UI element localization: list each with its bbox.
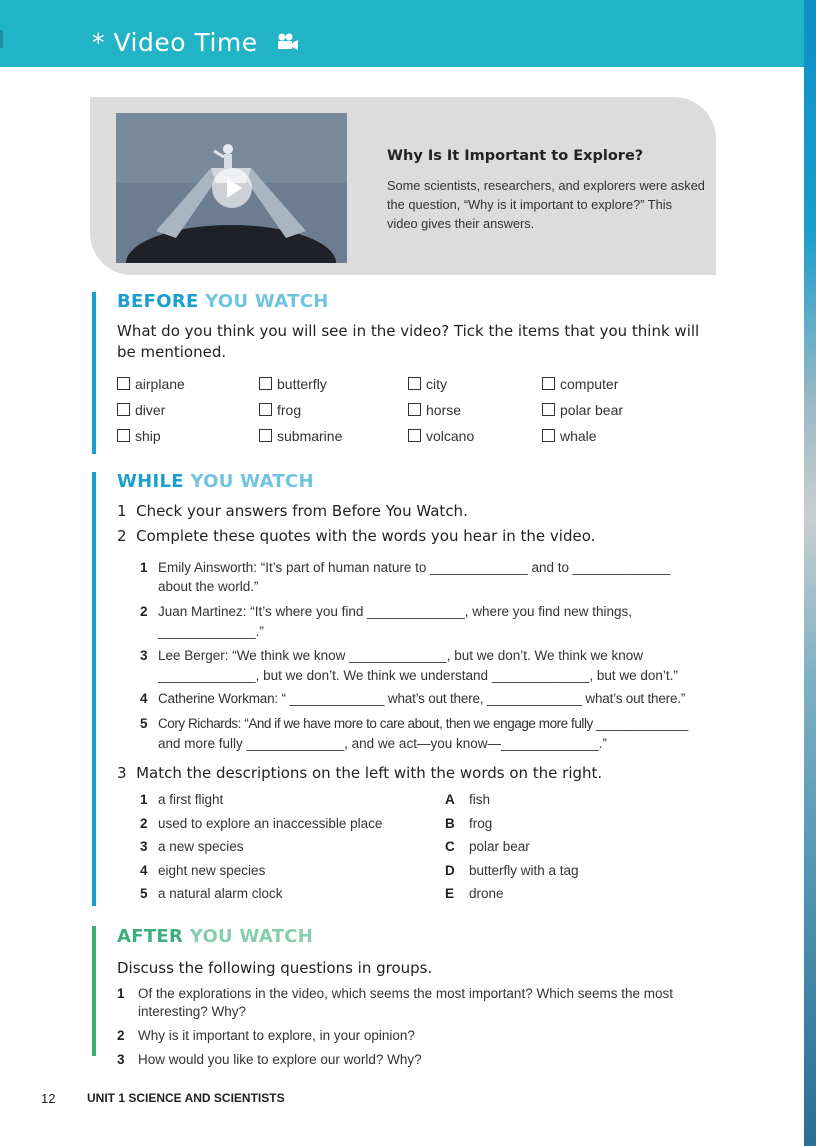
match-number: 4: [140, 863, 148, 878]
before-heading: BEFORE YOU WATCH: [117, 291, 329, 312]
after-instruction: Discuss the following questions in groups.: [117, 959, 433, 977]
quote-line: Cory Richards: “And if we have more to care about, then we engage more fully _____________: [158, 716, 688, 731]
after-section-bar: [92, 926, 96, 1056]
question-number: 1: [117, 986, 125, 1001]
checkbox[interactable]: [259, 403, 272, 416]
quote-line: about the world.”: [158, 579, 259, 594]
page-number: 12: [41, 1091, 56, 1106]
tick-item[interactable]: computer: [542, 376, 618, 392]
match-number: 2: [140, 816, 148, 831]
match-description: a new species: [158, 839, 244, 854]
checkbox[interactable]: [542, 403, 555, 416]
match-letter: B: [445, 816, 455, 831]
while-task-3: 3 Match the descriptions on the left with the words on the right.: [117, 764, 603, 782]
quote-number: 5: [140, 716, 148, 731]
match-description: eight new species: [158, 863, 266, 878]
tick-item[interactable]: butterfly: [259, 376, 327, 392]
match-letter: A: [445, 792, 455, 807]
question-line: Why is it important to explore, in your opinion?: [138, 1028, 415, 1043]
while-task-2: 2 Complete these quotes with the words you hear in the video.: [117, 527, 596, 545]
video-camera-icon: [276, 32, 300, 52]
match-word: drone: [469, 886, 504, 901]
tick-item[interactable]: submarine: [259, 428, 342, 444]
match-number: 1: [140, 792, 148, 807]
side-photo-strip: [804, 0, 816, 1146]
checkbox[interactable]: [259, 377, 272, 390]
match-number: 5: [140, 886, 148, 901]
match-word: butterfly with a tag: [469, 863, 579, 878]
quote-line: and more fully _____________, and we act—you know—_____________.”: [158, 736, 607, 751]
quote-line: Lee Berger: “We think we know _____________, but we don’t. We think we know: [158, 648, 644, 663]
question-number: 3: [117, 1052, 125, 1067]
tick-item[interactable]: polar bear: [542, 402, 623, 418]
quote-line: _____________, but we don’t. We think we understand _____________, but we don’t.”: [158, 668, 678, 683]
quote-number: 3: [140, 648, 148, 663]
checkbox[interactable]: [542, 429, 555, 442]
play-icon: [227, 178, 242, 198]
video-description: Some scientists, researchers, and explorers were asked the question, “Why is it important to explore?” This video gives their answers.: [387, 178, 705, 231]
before-instruction-line1: What do you think you will see in the video? Tick the items that you think will: [117, 322, 700, 340]
while-section-bar: [92, 472, 96, 906]
before-instruction-line2: be mentioned.: [117, 343, 227, 361]
checkbox[interactable]: [408, 429, 421, 442]
checkbox[interactable]: [117, 429, 130, 442]
quote-line: Juan Martinez: “It’s where you find _____________, where you find new things,: [158, 604, 633, 619]
video-title: Why Is It Important to Explore?: [387, 148, 644, 164]
question-line: Of the explorations in the video, which seems the most important? Which seems the most: [138, 986, 673, 1001]
after-heading: AFTER YOU WATCH: [117, 926, 314, 947]
tick-item[interactable]: frog: [259, 402, 301, 418]
tick-item[interactable]: ship: [117, 428, 161, 444]
match-word: polar bear: [469, 839, 530, 854]
play-button[interactable]: [212, 168, 252, 208]
video-thumbnail[interactable]: [116, 113, 347, 263]
page-title: * Video Time: [92, 28, 300, 57]
tick-item[interactable]: volcano: [408, 428, 474, 444]
match-word: fish: [469, 792, 491, 807]
unit-label: UNIT 1 SCIENCE AND SCIENTISTS: [87, 1091, 285, 1105]
checkbox[interactable]: [542, 377, 555, 390]
quote-number: 4: [140, 691, 148, 706]
quote-line: _____________.”: [158, 624, 264, 639]
checkbox[interactable]: [408, 377, 421, 390]
while-task-1: 1 Check your answers from Before You Watch.: [117, 502, 468, 520]
checkbox[interactable]: [259, 429, 272, 442]
match-description: used to explore an inaccessible place: [158, 816, 383, 831]
tick-item[interactable]: whale: [542, 428, 597, 444]
match-description: a natural alarm clock: [158, 886, 283, 901]
header-bar: [0, 0, 804, 67]
quote-line: Catherine Workman: “ _____________ what’s out there, _____________ what’s out there.”: [158, 691, 686, 706]
checkbox[interactable]: [408, 403, 421, 416]
quote-number: 2: [140, 604, 148, 619]
edge-tab: [0, 30, 3, 48]
match-letter: C: [445, 839, 455, 854]
match-letter: E: [445, 886, 455, 901]
match-description: a first flight: [158, 792, 224, 807]
tick-item[interactable]: airplane: [117, 376, 185, 392]
while-heading: WHILE YOU WATCH: [117, 471, 314, 492]
tick-item[interactable]: diver: [117, 402, 165, 418]
checkbox[interactable]: [117, 403, 130, 416]
checkbox[interactable]: [117, 377, 130, 390]
tick-item[interactable]: city: [408, 376, 447, 392]
match-number: 3: [140, 839, 148, 854]
tick-item[interactable]: horse: [408, 402, 461, 418]
match-word: frog: [469, 816, 493, 831]
quote-number: 1: [140, 560, 148, 575]
match-letter: D: [445, 863, 455, 878]
before-section-bar: [92, 292, 96, 454]
question-line: interesting? Why?: [138, 1004, 247, 1019]
quote-line: Emily Ainsworth: “It’s part of human nature to _____________ and to _____________: [158, 560, 671, 575]
question-line: How would you like to explore our world? Why?: [138, 1052, 422, 1067]
question-number: 2: [117, 1028, 125, 1043]
